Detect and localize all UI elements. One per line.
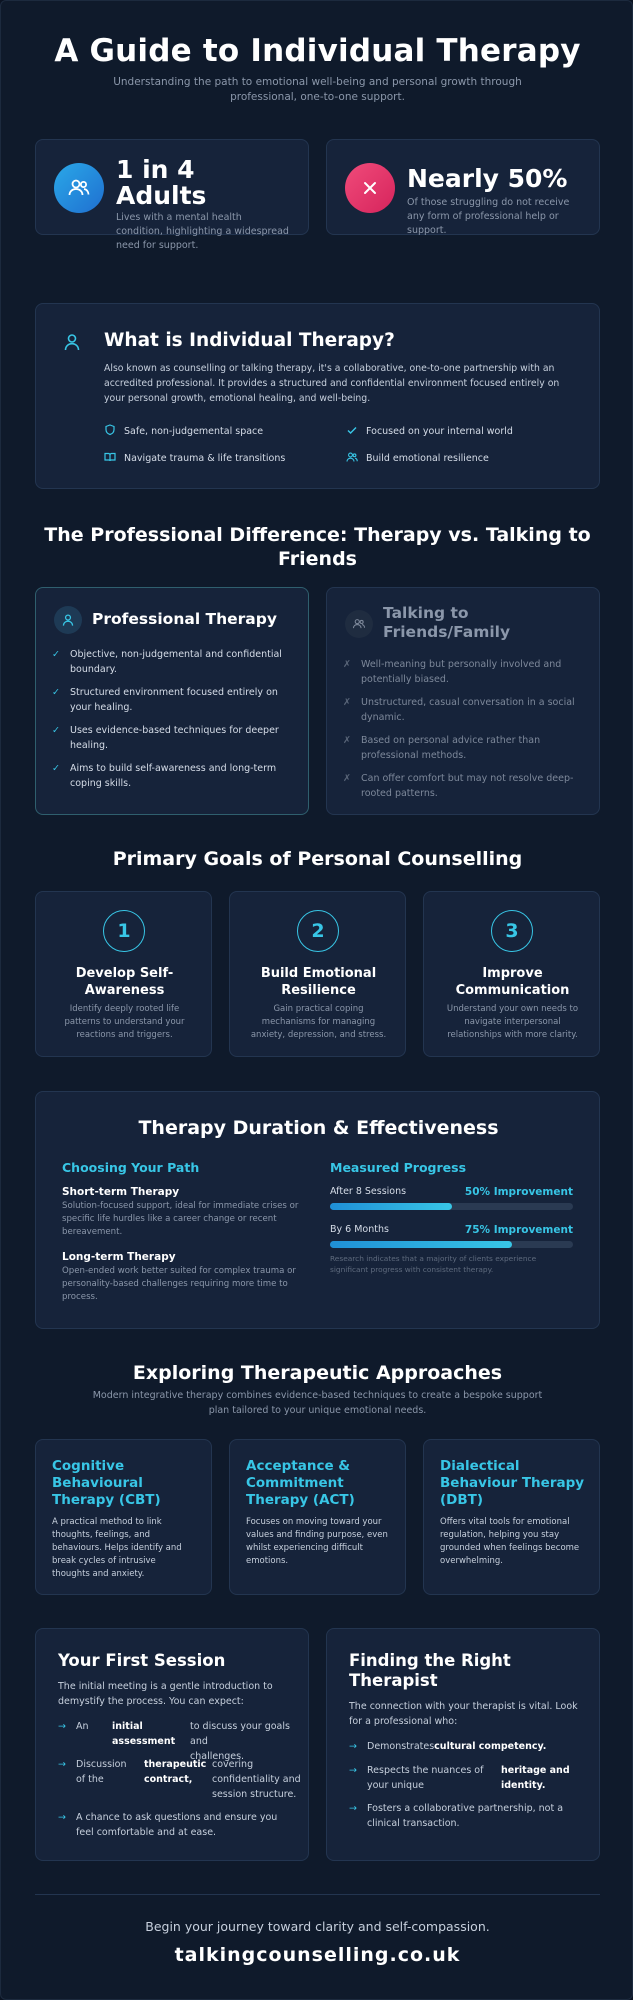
goal-card xyxy=(423,891,600,1057)
stat-value-help: Nearly 50% xyxy=(407,164,568,193)
duration-card xyxy=(35,1091,600,1329)
therapist-bullet: → Fosters a collaborative partnership, not a clinical transaction. xyxy=(349,1803,564,1829)
goal-number: 3 xyxy=(491,910,533,952)
feature-resilience: Build emotional resilience xyxy=(346,451,489,466)
session-bullet: → An initial assessment to discuss your goals and challenges. xyxy=(58,1721,290,1762)
goal-card xyxy=(35,891,212,1057)
goal-text: Identify deeply rooted life patterns to understand your reactions and triggers. xyxy=(64,1004,185,1040)
first-session-intro: The initial meeting is a gentle introduction to demystify the process. You can expect: xyxy=(58,1681,273,1707)
check-icon xyxy=(346,424,358,439)
stat-text-help: Of those struggling do not receive any form of professional help or support. xyxy=(407,197,570,236)
professional-therapy-card xyxy=(35,587,309,815)
first-session-card xyxy=(35,1628,309,1861)
feature-safe-space: Safe, non-judgemental space xyxy=(104,424,263,439)
approach-card-dbt xyxy=(423,1439,600,1595)
progress-bar-fill xyxy=(330,1203,452,1210)
close-icon xyxy=(345,163,395,213)
goal-number: 1 xyxy=(103,910,145,952)
shield-icon xyxy=(104,424,116,439)
stat-card-help xyxy=(326,139,600,235)
professional-therapy-title: Professional Therapy xyxy=(92,610,277,628)
progress-bar xyxy=(330,1241,573,1248)
approach-title: Cognitive Behavioural Therapy (CBT) xyxy=(52,1458,161,1508)
short-term-title: Short-term Therapy xyxy=(62,1186,180,1198)
progress-bar xyxy=(330,1203,573,1210)
friends-family-card xyxy=(326,587,600,815)
page-subtitle: Understanding the path to emotional well-being and personal growth through professional, one-to-one support. xyxy=(113,76,522,103)
progress-value: 75% Improvement xyxy=(464,1224,573,1236)
approaches-title: Exploring Therapeutic Approaches xyxy=(132,1362,503,1384)
session-bullet: → A chance to ask questions and ensure you feel comfortable and at ease. xyxy=(58,1812,278,1838)
approach-text: Focuses on moving toward your values and finding purpose, even whilst experiencing difficult emotions. xyxy=(246,1517,388,1566)
what-is-card xyxy=(35,303,600,489)
short-term-text: Solution-focused support, ideal for immediate crises or specific life hurdles like a career change or recent bereavement. xyxy=(62,1201,299,1237)
progress-label: After 8 Sessions xyxy=(330,1186,407,1197)
approach-title: Dialectical Behaviour Therapy (DBT) xyxy=(440,1458,585,1508)
therapist-bullet: → Demonstrates cultural competency. xyxy=(349,1741,547,1752)
page-title: A Guide to Individual Therapy xyxy=(54,33,581,69)
goal-number: 2 xyxy=(297,910,339,952)
finding-therapist-title: Finding the Right Therapist xyxy=(349,1651,511,1690)
goal-card xyxy=(229,891,406,1057)
progress-value: 50% Improvement xyxy=(464,1186,573,1198)
finding-therapist-intro: The connection with your therapist is vital. Look for a professional who: xyxy=(349,1701,578,1727)
research-note: Research indicates that a majority of clients experience significant progress with consistent therapy. xyxy=(330,1254,537,1274)
friends-item: ✗ Unstructured, casual conversation in a social dynamic. xyxy=(343,697,575,723)
stat-text-adults: Lives with a mental health condition, highlighting a widespread need for support. xyxy=(116,212,289,251)
feature-trauma: Navigate trauma & life transitions xyxy=(104,451,285,466)
feature-internal-world: Focused on your internal world xyxy=(346,424,513,439)
professional-item: ✓ Uses evidence-based techniques for deeper healing. xyxy=(52,725,279,751)
approach-card-cbt xyxy=(35,1439,212,1595)
user-icon xyxy=(54,606,82,634)
approach-text: Offers vital tools for emotional regulation, helping you stay grounded when feelings become overwhelming. xyxy=(440,1517,580,1566)
book-icon xyxy=(104,451,116,466)
footer-website-link[interactable]: talkingcounselling.co.uk xyxy=(174,1944,461,1966)
duration-title: Therapy Duration & Effectiveness xyxy=(138,1117,499,1139)
what-is-description: Also known as counselling or talking therapy, it's a collaborative, one-to-one partnership with an accredited professional. It provides a structured and confidential environment focused entirely on your personal growth, emotional healing, and well-being. xyxy=(104,363,560,404)
approach-text: A practical method to link thoughts, feelings, and behaviours. Helps identify and break cycles of intrusive thoughts and anxiety. xyxy=(52,1517,182,1579)
professional-item: ✓ Aims to build self-awareness and long-term coping skills. xyxy=(52,763,277,789)
progress-bar-fill xyxy=(330,1241,512,1248)
goals-title: Primary Goals of Personal Counselling xyxy=(112,848,523,870)
goal-text: Understand your own needs to navigate interpersonal relationships with more clarity. xyxy=(446,1004,579,1040)
users-icon xyxy=(346,451,358,466)
user-icon xyxy=(62,332,82,356)
stat-card-adults xyxy=(35,139,309,251)
professional-item: ✓ Structured environment focused entirely on your healing. xyxy=(52,687,278,713)
therapist-bullet: → Respects the nuances of your unique heritage and identity. xyxy=(349,1765,570,1791)
first-session-title: Your First Session xyxy=(58,1651,226,1670)
goal-title: Improve Communication xyxy=(455,966,570,998)
footer-tagline: Begin your journey toward clarity and self-compassion. xyxy=(145,1919,490,1934)
session-bullet: → Discussion of the therapeutic contract, covering confidentiality and session structure. xyxy=(58,1759,301,1800)
approach-title: Acceptance & Commitment Therapy (ACT) xyxy=(246,1458,355,1508)
friends-item: ✗ Well-meaning but personally involved and potentially biased. xyxy=(343,659,562,685)
what-is-title: What is Individual Therapy? xyxy=(104,330,395,351)
long-term-title: Long-term Therapy xyxy=(62,1251,176,1263)
goal-title: Develop Self- Awareness xyxy=(75,966,174,998)
footer-divider xyxy=(35,1894,600,1895)
friends-item: ✗ Can offer comfort but may not resolve deep- rooted patterns. xyxy=(343,773,574,799)
stat-value-adults: 1 in 4 Adults xyxy=(116,155,207,210)
choosing-path-heading: Choosing Your Path xyxy=(62,1160,200,1175)
approach-card-act xyxy=(229,1439,406,1595)
users-icon xyxy=(54,163,104,213)
progress-label: By 6 Months xyxy=(330,1224,389,1235)
goal-title: Build Emotional Resilience xyxy=(260,966,377,998)
long-term-text: Open-ended work better suited for complex trauma or personality-based challenges requiring more time to process. xyxy=(62,1266,296,1302)
professional-item: ✓ Objective, non-judgemental and confidential boundary. xyxy=(52,649,282,675)
users-icon xyxy=(345,610,373,638)
goal-text: Gain practical coping mechanisms for managing anxiety, depression, and stress. xyxy=(250,1004,387,1040)
friends-item: ✗ Based on personal advice rather than professional methods. xyxy=(343,735,541,761)
approaches-subtitle: Modern integrative therapy combines evidence-based techniques to create a bespoke support plan tailored to your unique emotional needs. xyxy=(92,1390,543,1416)
measured-progress-heading: Measured Progress xyxy=(330,1160,467,1175)
finding-therapist-card xyxy=(326,1628,600,1861)
friends-family-title: Talking to Friends/Family xyxy=(383,604,511,641)
difference-title: The Professional Difference: Therapy vs. Talking to Friends xyxy=(44,524,591,570)
